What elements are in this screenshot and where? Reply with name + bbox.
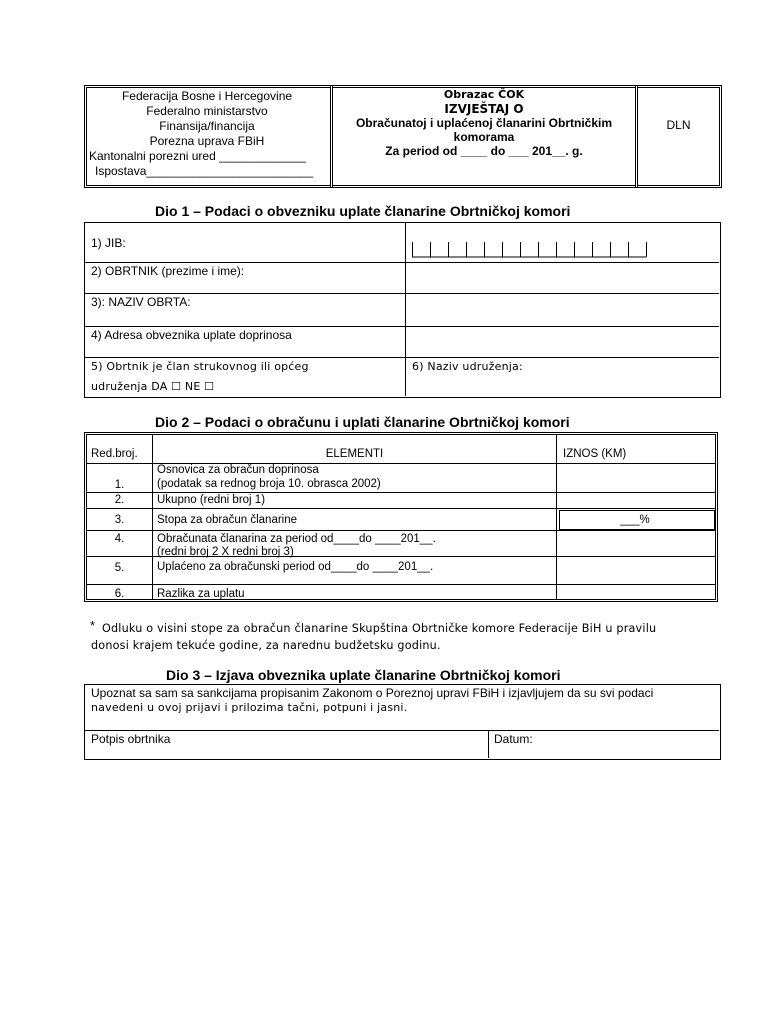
header-line-cantonal-office: Kantonalni porezni ured _____________ <box>89 149 306 163</box>
date-label: Datum: <box>494 732 533 746</box>
row4-amount-input[interactable] <box>557 531 715 556</box>
row2-label: Ukupno (redni broj 1) <box>157 494 266 506</box>
row2-number: 2. <box>114 494 125 506</box>
footnote-line-1: Odluku o visini stope za obračun članarine Skupština Obrtničke komore Federacije BiH u pravilu <box>102 622 657 635</box>
row6-number: 6. <box>114 588 125 600</box>
section2-title: Dio 2 – Podaci o obračunu i uplati članarine Obrtničkoj komori <box>155 414 570 430</box>
form-subtitle-1: Obračunatoj i uplaćenoj članarini Obrtničkim <box>355 116 613 130</box>
row1-label-note: (podatak sa rednog broja 10. obrasca 2002) <box>157 478 381 490</box>
row4-label: Obračunata članarina za period od____do ____201__. <box>157 533 436 545</box>
section1-title: Dio 1 – Podaci o obvezniku uplate članarine Obrtničkoj komori <box>155 203 571 219</box>
obrtnik-label: 2) OBRTNIK (prezime i ime): <box>91 264 245 278</box>
tax-office-box <box>84 85 333 188</box>
row6-amount-input[interactable] <box>557 585 715 600</box>
footnote-line-2: donosi krajem tekuće godine, za narednu budžetsku godinu. <box>91 639 441 652</box>
row3-number: 3. <box>114 514 125 526</box>
col-iznos-header: IZNOS (KM) <box>563 448 627 460</box>
row5-number: 5. <box>114 562 125 574</box>
header-line-branch: Ispostava_________________________ <box>95 164 314 178</box>
row4-number: 4. <box>114 533 125 545</box>
naziv-obrta-label: 3): NAZIV OBRTA: <box>91 295 191 309</box>
clan-udruzenja-label-2: udruženja DA ☐ NE ☐ <box>91 380 215 393</box>
form-period: Za period od ____ do ___ 201__. g. <box>385 144 583 158</box>
naziv-obrta-input[interactable] <box>407 294 719 326</box>
row1-number: 1. <box>114 479 125 491</box>
statement-line-2: navedeni u ovoj prijavi i prilozima tačni, potpuni i jasni. <box>91 701 408 714</box>
signature-field[interactable] <box>86 732 487 758</box>
form-code: Obrazac ČOK <box>443 88 525 101</box>
header-line-federation: Federacija Bosne i Hercegovine <box>121 89 293 103</box>
footnote-mark: * <box>90 618 96 633</box>
jib-digit-boxes <box>412 242 648 258</box>
dln-box <box>635 85 722 188</box>
dln-label: DLN <box>666 118 691 132</box>
row3-percent-input[interactable] <box>559 510 715 530</box>
form-subtitle-2: komorama <box>453 130 515 144</box>
clan-udruzenja-label-1: 5) Obrtnik je član strukovnog ili općeg <box>91 360 309 373</box>
section2-table <box>84 432 718 602</box>
row5-amount-input[interactable] <box>557 557 715 584</box>
section3-table <box>84 684 721 760</box>
form-header <box>84 85 722 188</box>
signature-label: Potpis obrtnika <box>91 732 171 746</box>
header-line-tax-admin: Porezna uprava FBiH <box>149 134 265 148</box>
header-line-finance: Finansija/financija <box>159 119 255 133</box>
header-line-ministry: Federalno ministarstvo <box>146 104 268 118</box>
section3-title: Dio 3 – Izjava obveznika uplate članarine Obrtničkoj komori <box>166 667 561 683</box>
col-elementi-header: ELEMENTI <box>325 448 384 460</box>
jib-input[interactable] <box>412 242 648 256</box>
section1-table <box>84 222 721 398</box>
obrtnik-input[interactable] <box>407 263 719 293</box>
statement-line-1: Upoznat sa sam sa sankcijama propisanim Zakonom o Poreznoj upravi FBiH i izjavljujem da su svi podaci <box>91 686 654 700</box>
adresa-label: 4) Adresa obveznika uplate doprinosa <box>91 328 292 342</box>
date-field[interactable] <box>489 732 719 758</box>
row2-amount-input[interactable] <box>557 493 715 508</box>
form-title: IZVJEŠTAJ O <box>444 102 524 116</box>
naziv-udruzenja-label: 6) Naziv udruženja: <box>412 360 523 373</box>
percent-field: ___% <box>620 514 650 526</box>
row3-label: Stopa za obračun članarine <box>157 514 298 526</box>
row4-label-note: (redni broj 2 X redni broj 3) <box>157 546 294 558</box>
row5-label: Uplaćeno za obračunski period od____do ____201__. <box>157 561 434 573</box>
form-title-box <box>330 85 638 188</box>
col-redbroj-header: Red.broj. <box>91 448 138 460</box>
row6-label: Razlika za uplatu <box>157 588 245 600</box>
adresa-input[interactable] <box>407 327 719 357</box>
row1-amount-input[interactable] <box>557 464 715 492</box>
row1-label: Osnovica za obračun doprinosa <box>157 464 319 476</box>
jib-label: 1) JIB: <box>91 236 126 250</box>
